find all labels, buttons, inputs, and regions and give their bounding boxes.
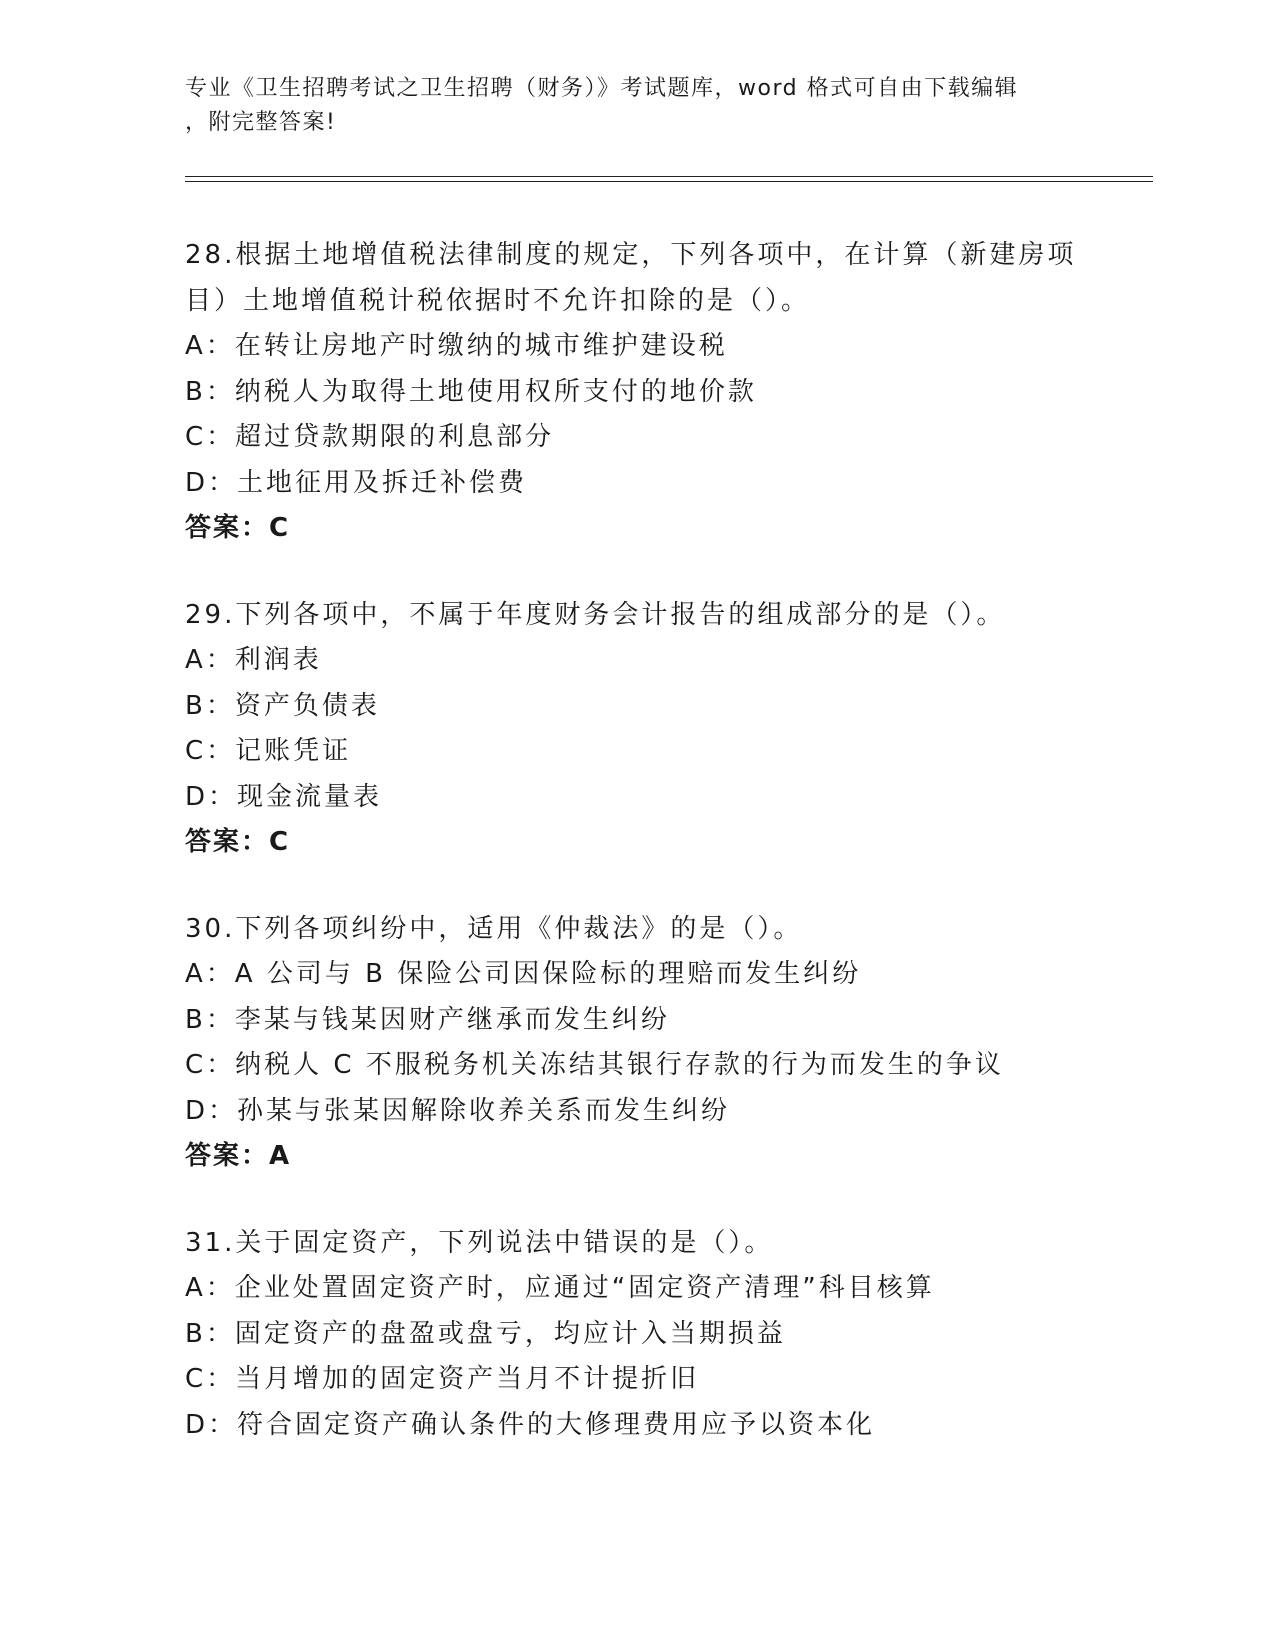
question-title: 29.下列各项中，不属于年度财务会计报告的组成部分的是（）。 <box>185 599 1006 630</box>
option-a: A：利润表 <box>185 645 322 675</box>
option-d: D：土地征用及拆迁补偿费 <box>185 467 528 498</box>
option-d: D：现金流量表 <box>185 781 383 812</box>
option-c: C：记账凭证 <box>185 736 352 766</box>
answer-label: 答案：C <box>185 513 291 543</box>
option-c: C：当月增加的固定资产当月不计提折旧 <box>185 1364 700 1394</box>
question-title <box>185 233 1085 324</box>
option-b: B：李某与钱某因财产继承而发生纠纷 <box>185 1004 670 1035</box>
option-b: B：资产负债表 <box>185 690 380 721</box>
option-c: C：纳税人 C 不服税务机关冻结其银行存款的行为而发生的争议 <box>185 1050 1004 1080</box>
question-title-line-2: 目）土地增值税计税依据时不允许扣除的是（）。 <box>185 285 811 316</box>
option-b: B：固定资产的盘盈或盘亏，均应计入当期损益 <box>185 1318 786 1349</box>
option-b: B：纳税人为取得土地使用权所支付的地价款 <box>185 376 757 407</box>
question-28 <box>185 233 1085 552</box>
question-31 <box>185 1221 1085 1449</box>
option-c: C：超过贷款期限的利息部分 <box>185 422 555 452</box>
option-d: D：符合固定资产确认条件的大修理费用应予以资本化 <box>185 1409 876 1440</box>
question-list <box>185 233 1085 1489</box>
header-text-line-2: ，附完整答案! <box>185 110 337 135</box>
option-a: A：企业处置固定资产时，应通过“固定资产清理”科目核算 <box>185 1273 935 1303</box>
header-text-line-1: 专业《卫生招聘考试之卫生招聘（财务）》考试题库，word 格式可自由下载编辑 <box>185 76 1019 101</box>
question-title: 31.关于固定资产，下列说法中错误的是（）。 <box>185 1227 774 1258</box>
question-30 <box>185 907 1085 1180</box>
header-divider-top <box>185 176 1153 177</box>
question-title-line-1: 28.根据土地增值税法律制度的规定，下列各项中，在计算（新建房项 <box>185 240 1077 270</box>
page-header <box>185 72 1065 140</box>
question-29 <box>185 593 1085 866</box>
option-a: A：在转让房地产时缴纳的城市维护建设税 <box>185 331 728 361</box>
answer-label: 答案：C <box>185 827 291 857</box>
option-d: D：孙某与张某因解除收养关系而发生纠纷 <box>185 1095 731 1126</box>
question-title: 30.下列各项纠纷中，适用《仲裁法》的是（）。 <box>185 913 803 944</box>
answer-label: 答案：A <box>185 1141 292 1171</box>
option-a: A：A 公司与 B 保险公司因保险标的理赔而发生纠纷 <box>185 959 862 989</box>
header-divider-bottom <box>185 181 1153 182</box>
